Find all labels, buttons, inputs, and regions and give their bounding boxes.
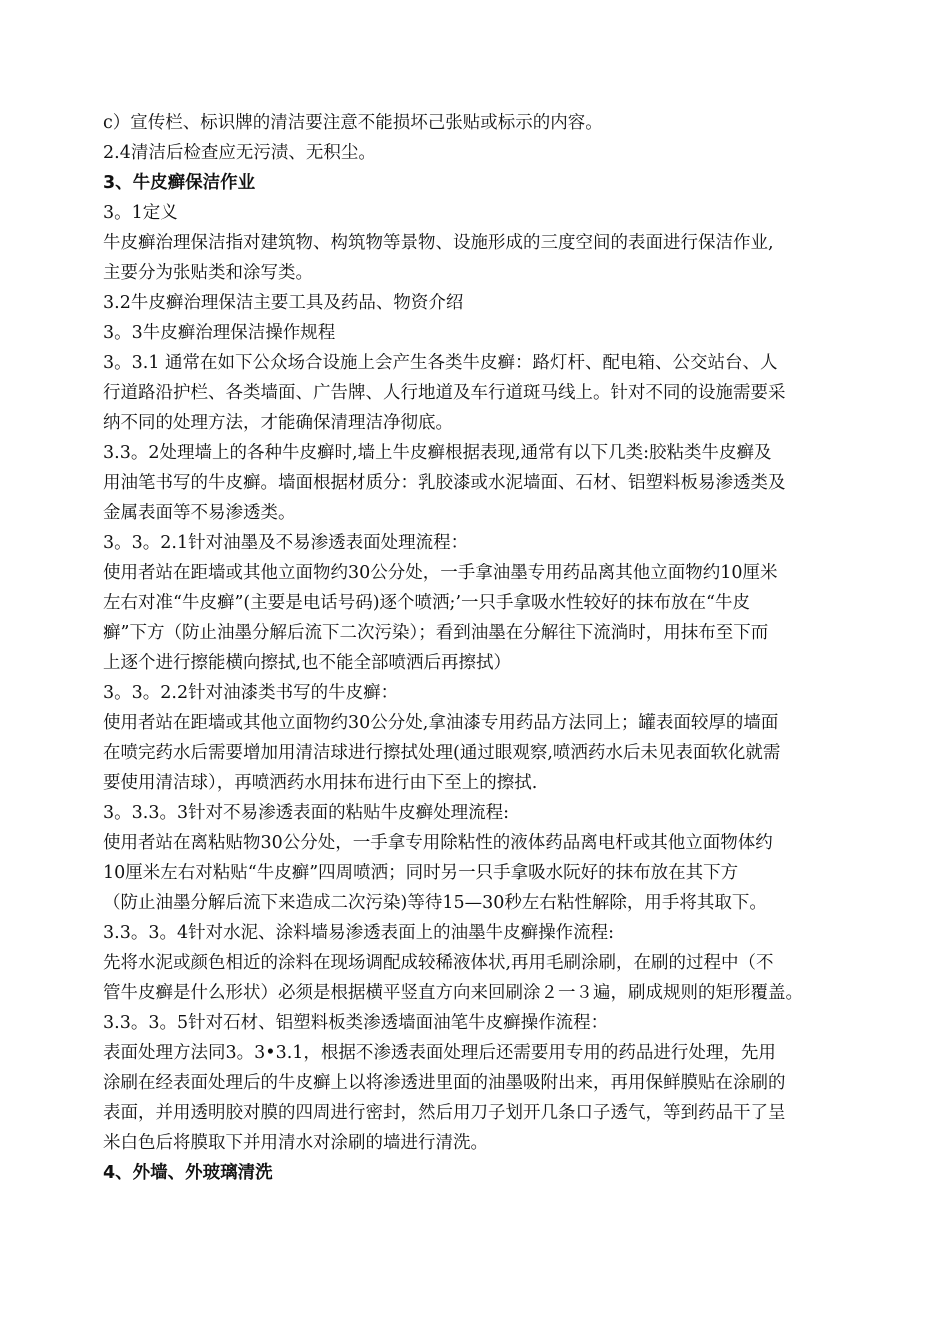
subsection-heading: 3.2牛皮癣治理保洁主要工具及药品、物资介绍 — [103, 293, 464, 313]
subsection-heading: 3。1定义 — [103, 203, 178, 223]
text-line: 在喷完药水后需要增加用清洁球进行擦拭处理(通过眼观察,喷洒药水后未见表面软化就需 — [103, 743, 781, 763]
text-line: 行道路沿护栏、各类墙面、广告牌、人行地道及车行道斑马线上。针对不同的设施需要采 — [103, 383, 786, 403]
text-line: 癣”下方（防止油墨分解后流下二次污染）；看到油墨在分解往下流淌时，用抹布至下而 — [103, 623, 769, 643]
section-heading: 4、外墙、外玻璃清洗 — [103, 1163, 273, 1183]
subsection-heading: 3。3牛皮癣治理保洁操作规程 — [103, 323, 336, 343]
text-line: 使用者站在距墙或其他立面物约30公分处,拿油漆专用药品方法同上；罐表面较厚的墙面 — [103, 713, 779, 733]
subsection-heading: 3.3。3。4针对水泥、涂料墙易渗透表面上的油墨牛皮癣操作流程: — [103, 923, 614, 943]
text-line: （防止油墨分解后流下来造成二次污染)等待15—30秒左右粘性解除，用手将其取下。 — [103, 893, 767, 913]
text-line: 表面处理方法同3。3•3.1，根据不渗透表面处理后还需要用专用的药品进行处理，先用 — [103, 1043, 776, 1063]
text-line: c）宣传栏、标识牌的清洁要注意不能损坏己张贴或标示的内容。 — [103, 113, 603, 133]
text-line: 牛皮癣治理保洁指对建筑物、构筑物等景物、设施形成的三度空间的表面进行保洁作业, — [103, 233, 774, 253]
text-line: 金属表面等不易渗透类。 — [103, 503, 296, 523]
text-line: 上逐个进行擦能横向擦拭,也不能全部喷洒后再擦拭） — [103, 653, 512, 673]
text-line: 米白色后将膜取下并用清水对涂刷的墙进行清洗。 — [103, 1133, 488, 1153]
text-line: 要使用清洁球），再喷洒药水用抹布进行由下至上的擦拭. — [103, 773, 538, 793]
text-line: 10厘米左右对粘贴“牛皮癣”四周喷洒；同时另一只手拿吸水阮好的抹布放在其下方 — [103, 863, 739, 883]
text-line: 纳不同的处理方法，才能确保清理洁净彻底。 — [103, 413, 453, 433]
text-line: 主要分为张贴类和涂写类。 — [103, 263, 313, 283]
text-line: 使用者站在距墙或其他立面物约30公分处，一手拿油墨专用药品离其他立面物约10厘米 — [103, 563, 778, 583]
text-line: 3.3。2处理墙上的各种牛皮癣时,墙上牛皮癣根据表现,通常有以下几类:胶粘类牛皮癣及 — [103, 443, 772, 463]
subsection-heading: 3.3。3。5针对石材、铝塑料板类渗透墙面油笔牛皮癣操作流程： — [103, 1013, 609, 1033]
text-line: 涂刷在经表面处理后的牛皮癣上以将渗透进里面的油墨吸附出来，再用保鲜膜贴在涂刷的 — [103, 1073, 786, 1093]
text-line: 用油笔书写的牛皮癣。墙面根据材质分：乳胶漆或水泥墙面、石材、铝塑料板易渗透类及 — [103, 473, 786, 493]
text-line: 左右对准“牛皮癣”(主要是电话号码)逐个喷洒;’一只手拿吸水性较好的抹布放在“牛皮 — [103, 593, 750, 613]
document-page — [103, 108, 863, 1188]
text-line: 管牛皮癣是什么形状）必须是根据横平竖直方向来回刷涂２一３遍，刷成规则的矩形覆盖。 — [103, 983, 803, 1003]
section-heading: 3、牛皮癣保洁作业 — [103, 173, 256, 193]
text-line: 使用者站在离粘贴物30公分处，一手拿专用除粘性的液体药品离电杆或其他立面物体约 — [103, 833, 773, 853]
subsection-heading: 3。3。2.1针对油墨及不易渗透表面处理流程： — [103, 533, 469, 553]
text-line: 2.4清洁后检查应无污渍、无积尘。 — [103, 143, 376, 163]
text-line: 先将水泥或颜色相近的涂料在现场调配成较稀液体状,再用毛刷涂刷，在刷的过程中（不 — [103, 953, 774, 973]
subsection-heading: 3。3.3。3针对不易渗透表面的粘贴牛皮癣处理流程: — [103, 803, 509, 823]
text-line: 表面，并用透明胶对膜的四周进行密封，然后用刀子划开几条口子透气，等到药品干了呈 — [103, 1103, 786, 1123]
text-line: 3。3.1 通常在如下公众场合设施上会产生各类牛皮癣：路灯杆、配电箱、公交站台、人 — [103, 353, 778, 373]
subsection-heading: 3。3。2.2针对油漆类书写的牛皮癣： — [103, 683, 399, 703]
